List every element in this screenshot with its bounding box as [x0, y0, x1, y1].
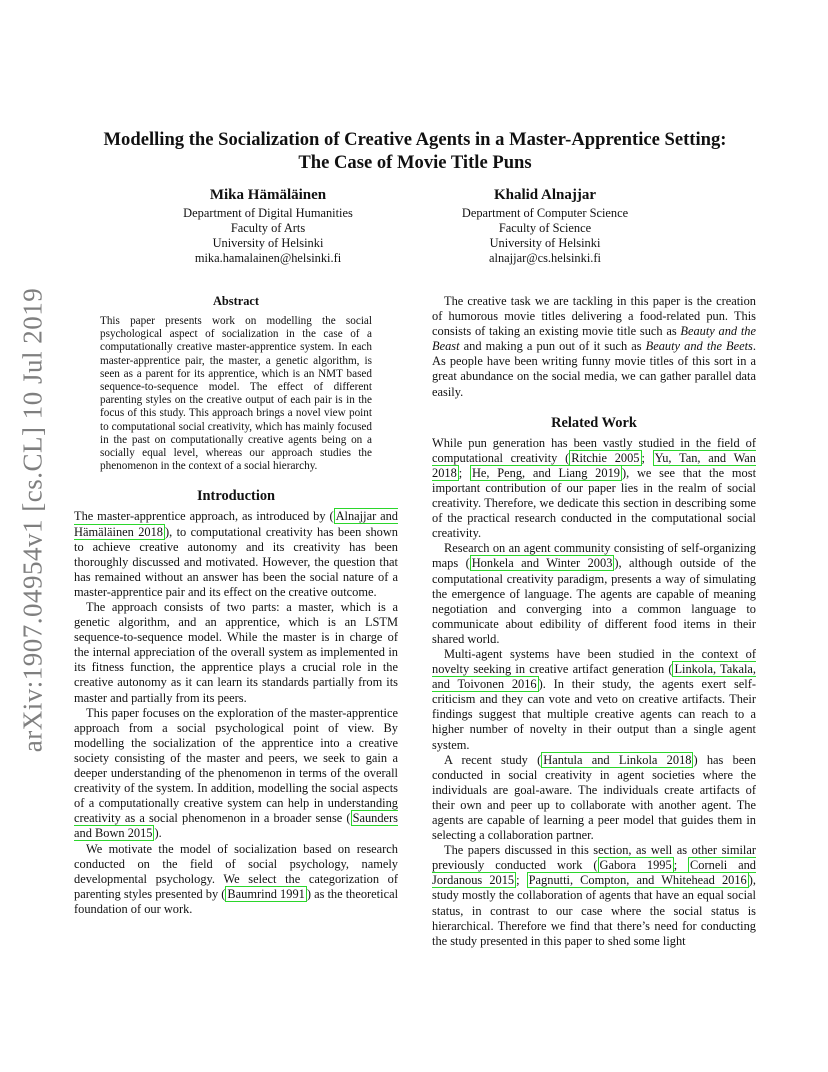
citation-link[interactable]: Hantula and Linkola 2018	[543, 752, 692, 767]
citation-link[interactable]: Ritchie 2005	[571, 450, 640, 465]
arxiv-identifier	[8, 280, 58, 760]
introduction-heading: Introduction	[196, 488, 276, 505]
task-paragraph: The creative task we are tackling in this paper is the creation of humorous movie titles delivering a food-related pun. This consists of taking an existing movie title such as Beauty and the Beast and making a pun out of it such as Beauty and the Beets. As people have been writing funny movie titles of this sort in a great abundance on the social media, we can gather parallel data easily.	[432, 294, 756, 399]
related-paragraph-3: Multi-agent systems have been studied in the context of novelty seeking in creative artifact generation ( Linkola, Takala, and Toivonen 2016 ). In their study, the agents exert self-criticism and they can vote and veto on creative artifacts. Their findings suggest that multiple creative agents can reach to a higher number of novelty in their output than a single agent system.	[432, 646, 757, 752]
author-block-1	[128, 186, 408, 266]
citation-link[interactable]: Corneli and Jordanous 2015	[432, 858, 757, 888]
title-line-2: The Case of Movie Title Puns	[298, 152, 532, 173]
citation-link[interactable]: He, Peng, and Liang 2019	[471, 465, 620, 480]
abstract-heading: Abstract	[212, 294, 260, 308]
related-paragraph-4: A recent study ( Hantula and Linkola 2018 ) has been conducted in social creativity in agent societies where the individuals are goal-aware. The individuals create artifacts of their own and peer up to collaborate with another agent. The agents are capable of learning a peer model that guides them in selecting a collaboration partner.	[432, 752, 757, 843]
author-name: Mika Hämäläinen	[209, 187, 327, 203]
citation-link[interactable]: Pagnutti, Compton, and Whitehead 2016	[528, 873, 747, 888]
author-department: Department of Computer Science	[461, 206, 629, 220]
citation-link[interactable]: Linkola, Takala, and Toivonen 2016	[432, 662, 756, 692]
author-email: mika.hamalainen@helsinki.fi	[194, 251, 342, 265]
author-university: University of Helsinki	[489, 236, 601, 250]
citation-link[interactable]: Saunders and Bown 2015	[74, 811, 398, 841]
author-email: alnajjar@cs.helsinki.fi	[489, 251, 601, 265]
right-column	[432, 294, 756, 949]
related-work-heading: Related Work	[551, 414, 637, 431]
left-column	[74, 294, 398, 917]
intro-paragraph-3: This paper focuses on the exploration of the master-apprentice approach from a social psychological point of view. By modelling the socialization of the apprentice into a creative society consisting of the master and peers, we seek to gain a deeper understanding of the phenomenon in terms of the overall creativity of the system. In addition, modelling the social aspects of a computationally creative system can help in understanding creativity as a social phenomenon in a broader sense ( Saunders and Bown 2015 ).	[74, 705, 398, 841]
citation-link[interactable]: Baumrind 1991	[227, 886, 305, 901]
author-faculty: Faculty of Arts	[230, 221, 306, 235]
movie-title-example: Beauty and the Beast	[432, 324, 756, 354]
author-university: University of Helsinki	[212, 236, 324, 250]
citation-link[interactable]: Gabora 1995	[599, 858, 672, 873]
author-name: Khalid Alnajjar	[493, 187, 597, 203]
author-block-2	[405, 186, 685, 266]
arxiv-identifier-text: arXiv:1907.04954v1 [cs.CL] 10 Jul 2019	[17, 287, 48, 753]
paper-title	[74, 128, 756, 174]
intro-paragraph-4: We motivate the model of socialization based on research conducted on the field of social psychology, namely developmental psychology. We select the categorization of parenting styles presented by ( Baumrind 1991 ) as the theoretical foundation of our work.	[74, 841, 399, 916]
pun-title-example: Beauty and the Beets	[645, 339, 753, 354]
related-paragraph-1: While pun generation has been vastly studied in the field of computational creativity ( Ritchie 2005 ; Yu, Tan, and Wan 2018 ; He, Peng, and Liang 2019 ), we see that the most important contribution of our paper lies in the realm of social creativity. Therefore, we dedicate this section in describing some of the practical research conducted in the computational social creativity.	[432, 435, 757, 541]
intro-paragraph-2: The approach consists of two parts: a master, which is a genetic algorithm, and an apprentice, which is an LSTM sequence-to-sequence model. While the master is in charge of the internal appreciation of the overall system as implemented in its fitness function, the apprentice plays a crucial role in the creative autonomy as it can learn its standards partially from its master and partially from its peers.	[74, 600, 398, 705]
title-line-1: Modelling the Socialization of Creative Agents in a Master-Apprentice Setting:	[103, 129, 727, 150]
related-paragraph-5: The papers discussed in this section, as well as other similar previously conducted work ( Gabora 1995 ; Corneli and Jordanous 2015 ; Pagnutti, Compton, and Whitehead 2016 ), study mostly the collaboration of agents that have an equal social status, in contrast to our case where the social status is hierarchical. Therefore we find that there’s need for conducting the study presented in this paper to shed some light	[432, 843, 757, 948]
author-faculty: Faculty of Science	[498, 221, 592, 235]
citation-link[interactable]: Honkela and Winter 2003	[471, 556, 613, 571]
intro-paragraph-1: The master-apprentice approach, as introduced by ( Alnajjar and Hämäläinen 2018 ), to computational creativity has been shown to achieve creative autonomy and its creativity has been thoroughly discussed and motivated. However, the question that has remained without an answer has been the social nature of a master-apprentice pair and its effect on the creative outcome.	[74, 509, 398, 599]
citation-link[interactable]: Alnajjar and Hämäläinen 2018	[74, 509, 398, 539]
author-department: Department of Digital Humanities	[183, 206, 353, 220]
related-paragraph-2: Research on an agent community consisting of self-organizing maps ( Honkela and Winter 2003 ), although outside of the computational creativity paradigm, presents a way of simulating the emergence of language. The agents are capable of meaning negotiation and converging into a common language to communicate about edibility of different food items in their shared world.	[432, 541, 756, 646]
citation-link[interactable]: Yu, Tan, and Wan 2018	[432, 450, 756, 480]
abstract-text: This paper presents work on modelling the social psychological aspect of socialization in the case of a computationally creative master-apprentice system. In each master-apprentice pair, the master, a genetic algorithm, is seen as a parent for its apprentice, which is an NMT based sequence-to-sequence model. The effect of different parenting styles on the creative output of each pair is in the focus of this study. This approach brings a novel view point to computational social creativity, which has mainly focused in the past on computationally creative agents being on a socially equal level, whereas our approach studies the phenomenon in the context of a social hierarchy.	[100, 315, 372, 473]
